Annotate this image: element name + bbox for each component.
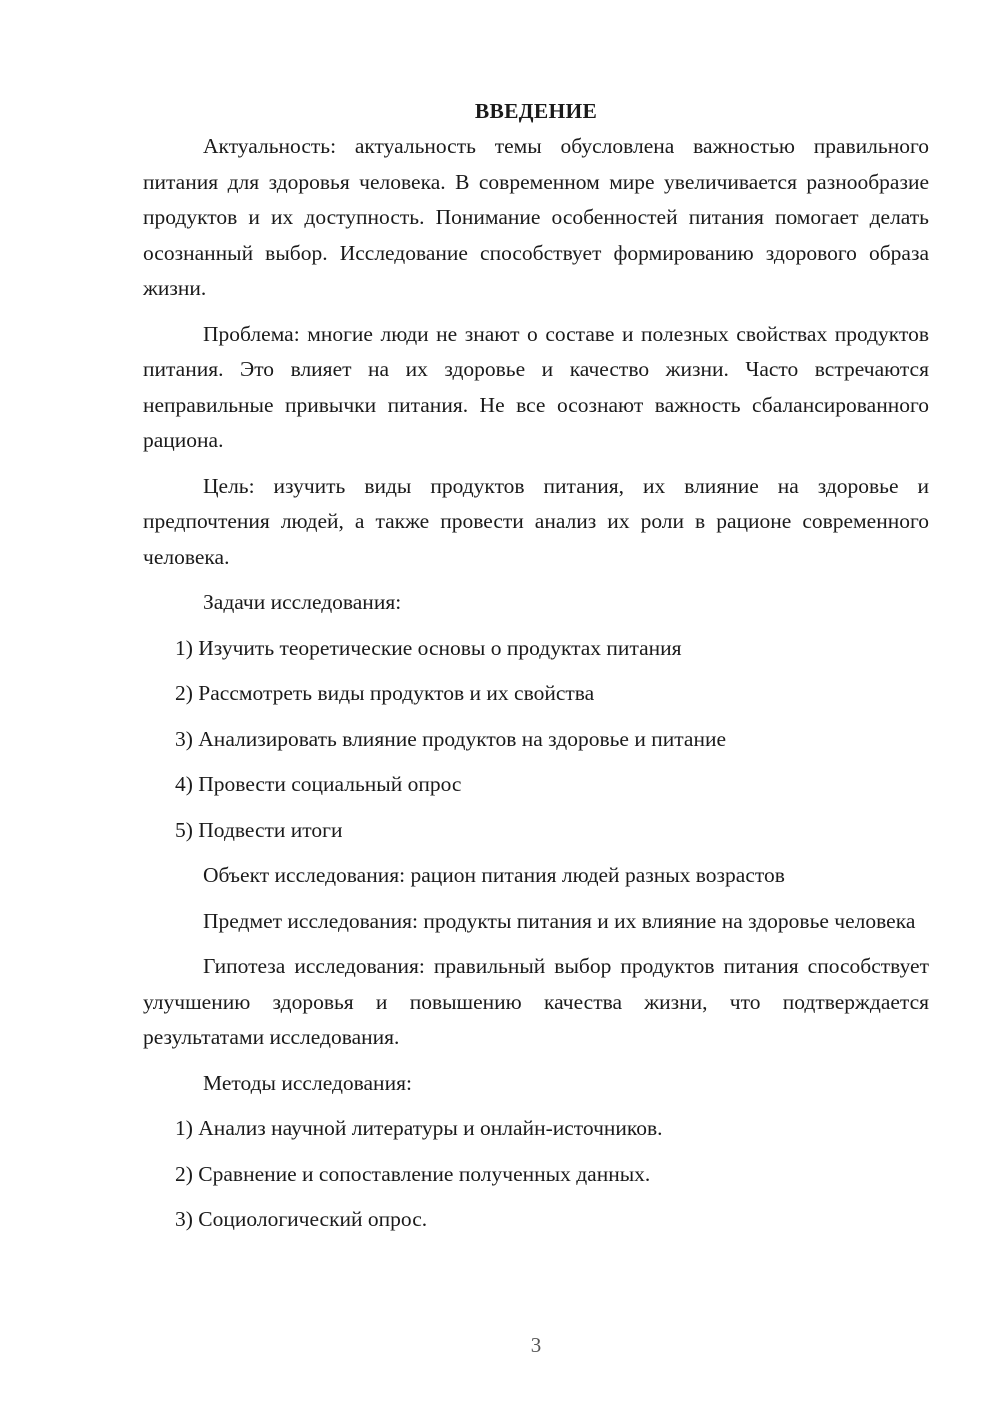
task-item: 2) Рассмотреть виды продуктов и их свойства	[175, 681, 595, 705]
task-item: 3) Анализировать влияние продуктов на здоровье и питание	[175, 726, 727, 751]
document-page	[143, 95, 929, 1248]
method-item: 1) Анализ научной литературы и онлайн-источников.	[175, 1116, 663, 1140]
method-item: 2) Сравнение и сопоставление полученных данных.	[175, 1161, 651, 1186]
method-item: 3) Социологический опрос.	[175, 1207, 428, 1231]
relevance-paragraph: Актуальность: актуальность темы обусловлена важностью правильного питания для здоровья человека. В современном мире увеличивается разнообразие продуктов и их доступность. Понимание особенностей питания помогает делать осознанный выбор. Исследование способствует формированию здорового образа жизни.	[143, 134, 929, 300]
section-title: ВВЕДЕНИЕ	[474, 99, 598, 123]
task-item: 1) Изучить теоретические основы о продуктах питания	[175, 635, 682, 660]
hypothesis-paragraph: Гипотеза исследования: правильный выбор продуктов питания способствует улучшению здоровья и повышению качества жизни, что подтверждается результатами исследования.	[143, 954, 929, 1049]
methods-heading: Методы исследования:	[203, 1070, 412, 1095]
problem-paragraph: Проблема: многие люди не знают о составе и полезных свойствах продуктов питания. Это влияет на их здоровье и качество жизни. Часто встречаются неправильные привычки питания. Не все осознают важность сбалансированного рациона.	[143, 321, 929, 452]
goal-paragraph: Цель: изучить виды продуктов питания, их влияние на здоровье и предпочтения людей, а также провести анализ их роли в рационе современного человека.	[143, 473, 929, 569]
tasks-heading: Задачи исследования:	[203, 590, 402, 614]
task-item: 4) Провести социальный опрос	[175, 772, 462, 796]
object-line: Объект исследования: рацион питания людей разных возрастов	[203, 863, 785, 887]
task-item: 5) Подвести итоги	[175, 817, 343, 842]
page-number: 3	[530, 1333, 542, 1357]
subject-paragraph: Предмет исследования: продукты питания и их влияние на здоровье человека	[203, 908, 916, 933]
